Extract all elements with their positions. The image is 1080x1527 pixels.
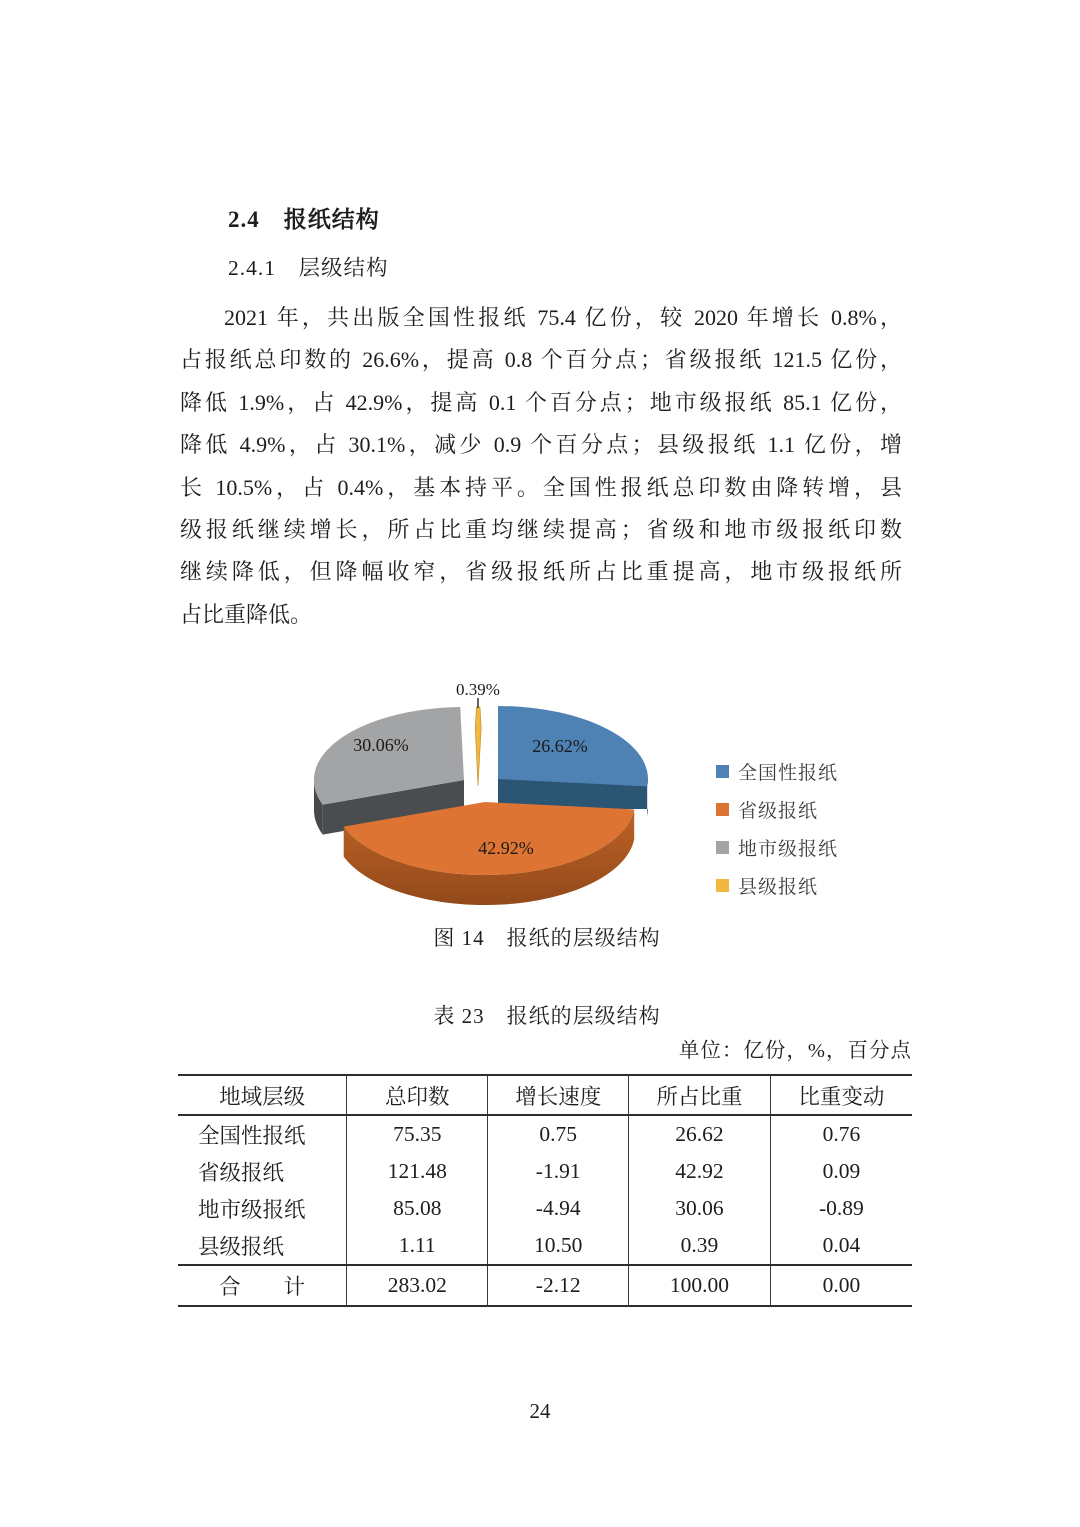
legend-label: 全国性报纸 <box>738 762 839 784</box>
section-heading: 2.4 报纸结构 <box>228 207 380 232</box>
cell-share: 30.06 <box>629 1190 771 1227</box>
col-header-share-change: 比重变动 <box>770 1075 912 1115</box>
subsection-heading: 2.4.1 层级结构 <box>228 256 389 280</box>
legend-item-provincial <box>716 790 856 828</box>
pie-slice-county <box>475 707 481 786</box>
table-unit-note: 单位：亿份，%，百分点 <box>678 1040 912 1062</box>
body-paragraph <box>180 297 902 636</box>
table-row <box>178 1190 912 1227</box>
cell-share: 26.62 <box>629 1115 771 1153</box>
col-header-print-total: 总印数 <box>347 1075 488 1115</box>
pie-chart-figure <box>297 668 857 920</box>
legend-label: 县级报纸 <box>738 876 819 898</box>
paragraph-line: 降低 1.9%，占 42.9%，提高 0.1 个百分点；地市级报纸 85.1 亿份， <box>180 389 902 415</box>
cell-growth: -2.12 <box>488 1265 629 1306</box>
paragraph-line: 长 10.5%，占 0.4%，基本持平。全国性报纸总印数由降转增，县 <box>180 474 902 500</box>
cell-share-change: 0.04 <box>770 1227 912 1265</box>
cell-share: 42.92 <box>629 1153 771 1190</box>
cell-print-total: 85.08 <box>347 1190 488 1227</box>
cell-print-total: 75.35 <box>347 1115 488 1153</box>
pie-chart <box>297 668 727 920</box>
cell-share-change: 0.76 <box>770 1115 912 1153</box>
row-label: 地市级报纸 <box>198 1198 306 1222</box>
legend-swatch-county-icon <box>716 879 729 892</box>
legend-item-national <box>716 752 856 790</box>
cell-print-total: 121.48 <box>347 1153 488 1190</box>
table-row <box>178 1153 912 1190</box>
col-header-growth: 增长速度 <box>488 1075 629 1115</box>
cell-share-change: -0.89 <box>770 1190 912 1227</box>
col-header-region: 地域层级 <box>178 1075 347 1115</box>
total-label: 合 计 <box>178 1265 347 1306</box>
cell-share: 100.00 <box>629 1265 771 1306</box>
cell-share: 0.39 <box>629 1227 771 1265</box>
pie-value-label-provincial: 42.92% <box>478 838 534 858</box>
pie-value-label-national: 26.62% <box>532 736 588 756</box>
legend-swatch-national-icon <box>716 765 729 778</box>
cell-share-change: 0.00 <box>770 1265 912 1306</box>
col-header-share: 所占比重 <box>629 1075 771 1115</box>
paragraph-line: 2021 年，共出版全国性报纸 75.4 亿份，较 2020 年增长 0.8%， <box>224 305 902 330</box>
row-label: 全国性报纸 <box>198 1124 306 1148</box>
legend-label: 地市级报纸 <box>738 838 839 860</box>
table-total-row <box>178 1265 912 1306</box>
cell-growth: -4.94 <box>488 1190 629 1227</box>
cell-print-total: 1.11 <box>347 1227 488 1265</box>
legend-swatch-city-icon <box>716 841 729 854</box>
newspaper-structure-table <box>178 1074 912 1307</box>
row-label: 省级报纸 <box>198 1161 285 1185</box>
legend-swatch-provincial-icon <box>716 803 729 816</box>
table-row <box>178 1227 912 1265</box>
cell-growth: 10.50 <box>488 1227 629 1265</box>
cell-print-total: 283.02 <box>347 1265 488 1306</box>
table-row <box>178 1115 912 1153</box>
paragraph-line: 级报纸继续增长，所占比重均继续提高；省级和地市级报纸印数 <box>180 517 902 543</box>
cell-share-change: 0.09 <box>770 1153 912 1190</box>
paragraph-line: 降低 4.9%，占 30.1%，减少 0.9 个百分点；县级报纸 1.1 亿份，增 <box>180 432 902 458</box>
chart-legend <box>716 752 856 904</box>
cell-growth: 0.75 <box>488 1115 629 1153</box>
legend-label: 省级报纸 <box>738 800 819 822</box>
pie-value-label-city: 30.06% <box>353 735 409 755</box>
page-number: 24 <box>529 1399 551 1423</box>
table-container <box>178 1074 912 1307</box>
table-header-row <box>178 1075 912 1115</box>
paragraph-line: 占比重降低。 <box>180 601 313 627</box>
row-label: 县级报纸 <box>198 1235 285 1259</box>
pie-value-label-county: 0.39% <box>456 680 500 699</box>
legend-item-county <box>716 866 856 904</box>
table-caption: 表 23 报纸的层级结构 <box>433 1004 661 1028</box>
cell-growth: -1.91 <box>488 1153 629 1190</box>
figure-caption: 图 14 报纸的层级结构 <box>433 926 661 950</box>
paragraph-line: 继续降低，但降幅收窄，省级报纸所占比重提高，地市级报纸所 <box>180 559 902 585</box>
legend-item-city <box>716 828 856 866</box>
paragraph-line: 占报纸总印数的 26.6%，提高 0.8 个百分点；省级报纸 121.5 亿份， <box>180 347 902 373</box>
